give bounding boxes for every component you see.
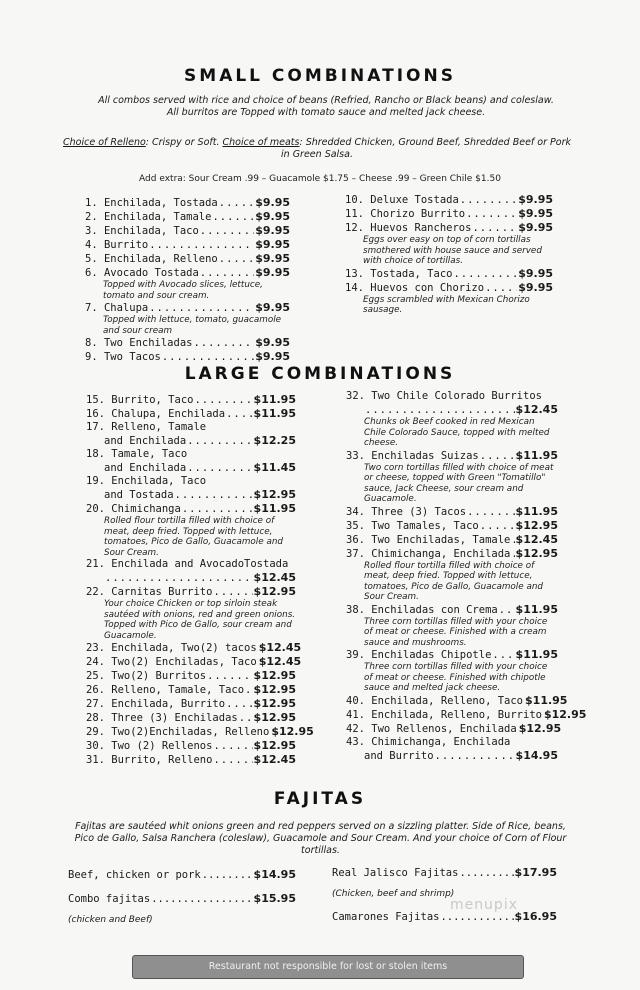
menu-item-name: 33. Enchiladas Suizas xyxy=(346,449,479,462)
menu-item xyxy=(85,224,290,238)
menu-item-name-cont: and Enchilada xyxy=(104,462,187,474)
menu-item-name: 39. Enchiladas Chipotle xyxy=(346,649,492,661)
menu-item-description: Three corn tortillas filled with your choice of meat or cheese. Finished with chipotle sauce and melted jack cheese. xyxy=(364,662,548,693)
menu-item-name: 29. Two(2)Enchiladas, Relleno xyxy=(86,726,270,738)
watermark-text: menupix xyxy=(449,897,518,913)
choice-meats-label: Choice of meats xyxy=(222,137,300,148)
menu-item-price: $11.95 xyxy=(515,648,558,661)
menu-item xyxy=(85,301,290,336)
menu-item xyxy=(86,641,302,655)
menu-item xyxy=(346,390,558,449)
menu-item-name: 9. Two Tacos xyxy=(85,351,161,363)
fajita-item-name: Real Jalisco Fajitas xyxy=(332,867,459,879)
fajitas-note: Fajitas are sautéed whit onions green and red peppers served on a sizzling platter. Side of Rice, beans, Pico de Gallo, Salsa Ranchera (coleslaw), Guacamole and Sour Cream. And your choice of Corn of Flour tortillas. xyxy=(74,821,567,856)
menu-item xyxy=(346,707,587,722)
menu-item-name: 8. Two Enchiladas xyxy=(85,337,193,349)
fajita-item xyxy=(68,868,296,882)
large-combos-right-column xyxy=(346,390,587,763)
menu-item-price: $12.95 xyxy=(271,725,314,738)
menu-item xyxy=(86,448,296,475)
menu-item xyxy=(85,266,290,301)
menu-item-price: $9.95 xyxy=(518,193,553,206)
menu-item-name: 12. Huevos Rancheros xyxy=(345,222,472,234)
menu-item-name-cont: and Burrito xyxy=(364,749,434,762)
menu-item-name: 21. Enchilada and AvocadoTostada xyxy=(86,558,289,570)
menu-item-price: $11.95 xyxy=(253,502,296,515)
fajita-item-sub: (Chicken, beef and shrimp) xyxy=(332,889,455,899)
menu-item-price: $9.95 xyxy=(255,350,290,363)
menu-item xyxy=(86,655,302,669)
menu-item-price: $9.95 xyxy=(518,280,553,294)
menu-item-price: $12.95 xyxy=(253,739,296,752)
menu-item-name: 14. Huevos con Chorizo xyxy=(345,281,485,294)
menu-item-name: 19. Enchilada, Taco xyxy=(86,475,207,487)
menu-item-name: 18. Tamale, Taco xyxy=(86,448,188,460)
menu-item-price: $11.95 xyxy=(515,448,558,462)
menu-item-price: $9.95 xyxy=(518,266,553,280)
menu-item-name: 31. Burrito, Relleno xyxy=(86,754,213,766)
menu-item-description: Topped with lettuce, tomato, guacamole and sour cream xyxy=(103,315,282,336)
menu-item xyxy=(346,533,558,547)
fajita-item-price: $15.95 xyxy=(253,892,296,905)
menu-item xyxy=(345,221,553,267)
menu-item xyxy=(346,603,558,649)
menu-item-name: 38. Enchiladas con Crema xyxy=(346,603,498,616)
menu-item-price: $11.95 xyxy=(253,407,296,420)
menu-item-description: Two corn tortillas filled with choice of meat or cheese, topped with Green "Tomatillo" sauce, Jack Cheese, sour cream and Guacamole. xyxy=(364,462,554,504)
menu-item-description: Rolled flour tortilla filled with choice of meat, deep fried. Topped with lettuce, tomatoes, Pico de Gallo, Guacamole and Sour Cream. xyxy=(364,560,544,602)
small-combos-left-column xyxy=(85,196,290,364)
menu-item-price: $11.95 xyxy=(525,693,568,707)
menu-item-price: $9.95 xyxy=(255,336,290,349)
menu-item-price: $9.95 xyxy=(255,266,290,279)
menu-item-price: $12.95 xyxy=(515,546,558,560)
choice-relleno-label: Choice of Relleno xyxy=(63,137,146,148)
fajitas-right-column xyxy=(332,866,557,924)
menu-item-description: Eggs over easy on top of corn tortillas smothered with house sauce and served with choice of tortillas. xyxy=(363,235,542,266)
menu-item xyxy=(85,252,290,266)
menu-item-description: Chunks ok Beef cooked in red Mexican Chile Colorado Sauce, topped with melted cheese. xyxy=(364,417,550,448)
menu-item-price: $9.95 xyxy=(518,207,553,220)
menu-item-price: $12.95 xyxy=(253,585,296,598)
menu-item xyxy=(86,502,296,558)
menu-item-name: 23. Enchilada, Two(2) tacos xyxy=(86,642,257,654)
menu-item-name: 20. Chimichanga xyxy=(86,503,181,515)
menu-item-name: 10. Deluxe Tostada xyxy=(345,194,459,206)
menu-item xyxy=(346,736,558,763)
small-combos-right-column xyxy=(345,193,553,316)
menu-item-price: $12.95 xyxy=(253,683,296,696)
menu-item xyxy=(86,683,296,697)
menu-item xyxy=(86,753,296,767)
menu-item-description: Topped with Avocado slices, lettuce, tomato and sour cream. xyxy=(103,280,263,301)
menu-item-name: 3. Enchilada, Taco xyxy=(85,225,199,237)
menu-item-name: 36. Two Enchiladas, Tamale xyxy=(346,533,511,546)
menu-item-price: $12.95 xyxy=(253,697,296,710)
menu-item-price: $12.45 xyxy=(515,403,558,416)
menu-item xyxy=(86,558,296,585)
large-combos-left-column xyxy=(86,393,314,767)
menu-item xyxy=(346,547,558,603)
menu-item-price: $14.95 xyxy=(515,748,558,762)
menu-item-name: 35. Two Tamales, Taco xyxy=(346,519,479,532)
large-combinations-title: LARGE COMBINATIONS xyxy=(184,364,456,384)
fajita-item-name: Camarones Fajitas xyxy=(332,911,440,923)
fajita-item-price: $16.95 xyxy=(514,910,557,923)
menu-item-price: $12.25 xyxy=(253,434,296,447)
menu-item-name-cont: and Tostada xyxy=(104,489,174,501)
menu-item-price: $9.95 xyxy=(255,301,290,314)
menu-item-name: 5. Enchilada, Relleno xyxy=(85,253,218,265)
menu-item xyxy=(346,693,568,708)
menu-item xyxy=(345,281,553,316)
menu-item xyxy=(86,475,296,502)
menu-item-price: $12.45 xyxy=(258,655,302,668)
menu-item-name: 30. Two (2) Rellenos xyxy=(86,740,213,752)
menu-item-name: 13. Tostada, Taco xyxy=(345,267,453,280)
menu-item xyxy=(86,725,314,739)
menu-item xyxy=(345,267,553,281)
add-extra-note: Add extra: Sour Cream .99 – Guacamole $1.75 – Cheese .99 – Green Chile $1.50 xyxy=(139,174,501,184)
choice-line xyxy=(62,137,572,161)
menu-item-name: 40. Enchilada, Relleno, Taco xyxy=(346,694,524,707)
menu-item-name: 15. Burrito, Taco xyxy=(86,394,194,406)
menu-item xyxy=(85,238,290,252)
menu-item xyxy=(86,407,296,421)
menu-item-price: $12.45 xyxy=(515,532,558,546)
menu-item-name: 34. Three (3) Tacos xyxy=(346,505,467,518)
menu-item xyxy=(346,721,562,736)
menu-item-price: $11.45 xyxy=(253,461,296,474)
menu-item-description: Three corn tortillas filled with your choice of meat or cheese. Finished with a cream sauce and mushrooms. xyxy=(364,616,548,648)
fajitas-left-column xyxy=(68,868,296,926)
menu-item-name: 25. Two(2) Burritos xyxy=(86,670,207,682)
menu-item xyxy=(86,669,296,683)
menu-item-price: $12.95 xyxy=(543,707,587,721)
menu-item-name: 7. Chalupa xyxy=(85,302,149,314)
menu-item xyxy=(86,421,296,448)
menu-item-name: 32. Two Chile Colorado Burritos xyxy=(346,390,542,402)
menu-item-description: Rolled flour tortilla filled with choice of meat, deep fried. Topped with lettuce, tomatoes, Pico de Gallo, Guacamole and Sour Cream. xyxy=(104,516,284,558)
menu-item-price: $9.95 xyxy=(255,238,290,251)
menu-item xyxy=(346,505,558,519)
menu-item-price: $11.95 xyxy=(515,602,558,616)
menu-item xyxy=(86,585,296,641)
menu-item-name: 17. Relleno, Tamale xyxy=(86,421,207,433)
fajita-item-price: $17.95 xyxy=(514,866,557,879)
menu-item-price: $12.45 xyxy=(253,571,296,584)
small-combinations-title: SMALL COMBINATIONS xyxy=(184,66,456,86)
menu-item xyxy=(85,350,290,364)
fajita-item xyxy=(332,866,557,880)
menu-item-price: $9.95 xyxy=(518,221,553,234)
footer-notice: Restaurant not responsible for lost or stolen items xyxy=(132,955,524,979)
menu-item-name: 28. Three (3) Enchiladas xyxy=(86,712,238,724)
menu-item xyxy=(345,193,553,207)
small-combinations-note: All combos served with rice and choice of beans (Refried, Rancho or Black beans) and coleslaw. All burritos are Topped with tomato sauce and melted jack cheese. xyxy=(98,95,554,118)
fajita-item-sub: (chicken and Beef) xyxy=(68,915,153,925)
menu-item-name: 4. Burrito xyxy=(85,239,149,251)
menu-item xyxy=(86,697,296,711)
menu-item xyxy=(346,519,558,533)
menu-item-name: 22. Carnitas Burrito xyxy=(86,586,213,598)
menu-item-price: $9.95 xyxy=(255,210,290,223)
menu-item-price: $9.95 xyxy=(255,252,290,265)
menu-item-price: $9.95 xyxy=(255,224,290,237)
menu-item xyxy=(346,648,558,694)
menu-item-price: $12.95 xyxy=(253,488,296,501)
menu-item xyxy=(85,210,290,224)
fajita-item-name: Combo fajitas xyxy=(68,893,151,905)
menu-item-price: $12.95 xyxy=(515,518,558,532)
menu-item-name: 2. Enchilada, Tamale xyxy=(85,211,212,223)
menu-item-price: $12.95 xyxy=(253,669,296,682)
menu-item-price: $12.45 xyxy=(258,641,302,654)
menu-item-name: 1. Enchilada, Tostada xyxy=(85,197,218,209)
menu-item-price: $11.95 xyxy=(515,504,558,518)
fajita-item-name: Beef, chicken or pork xyxy=(68,869,201,881)
menu-item-name: 16. Chalupa, Enchilada xyxy=(86,408,226,420)
menu-item-name: 37. Chimichanga, Enchilada xyxy=(346,547,511,560)
menu-item-name: 11. Chorizo Burrito xyxy=(345,208,466,220)
menu-item xyxy=(346,449,558,505)
choice-meats-text: : Shredded Chicken, Ground Beef, Shredded Beef or Pork in Green Salsa. xyxy=(281,137,571,160)
menu-item-name: 26. Relleno, Tamale, Taco xyxy=(86,684,245,696)
fajita-item xyxy=(68,892,296,906)
fajita-item xyxy=(332,910,557,924)
menu-item-name: 42. Two Rellenos, Enchilada xyxy=(346,722,517,735)
menu-item-name: 6. Avocado Tostada xyxy=(85,267,199,279)
menu-item xyxy=(85,336,290,350)
menu-item-price: $12.45 xyxy=(253,753,296,766)
menu-item-price: $12.95 xyxy=(253,711,296,724)
menu-item xyxy=(85,196,290,210)
menu-item-name: 24. Two(2) Enchiladas, Taco xyxy=(86,656,257,668)
menu-item-name-cont: and Enchilada xyxy=(104,435,187,447)
fajitas-title: FAJITAS xyxy=(273,789,367,809)
menu-item-description: Eggs scrambled with Mexican Chorizo sausage. xyxy=(363,294,530,315)
menu-item xyxy=(86,711,296,725)
menu-item xyxy=(86,393,296,407)
menu-item-name: 43. Chimichanga, Enchilada xyxy=(346,735,511,748)
choice-relleno-text: : Crispy or Soft. xyxy=(145,137,223,148)
menu-item xyxy=(345,207,553,221)
menu-item xyxy=(86,739,296,753)
menu-item-price: $9.95 xyxy=(255,196,290,209)
menu-item-name: 27. Enchilada, Burrito xyxy=(86,698,226,710)
menu-item-price: $12.95 xyxy=(518,721,562,735)
fajita-item-price: $14.95 xyxy=(253,868,296,881)
menu-item-description: Your choice Chicken or top sirloin steak sautéed with onions, red and green onions. Topped with Pico de Gallo, sour cream and Guacamole. xyxy=(104,599,296,641)
menu-item-name: 41. Enchilada, Relleno, Burrito xyxy=(346,708,542,721)
menu-item-price: $11.95 xyxy=(253,393,296,406)
